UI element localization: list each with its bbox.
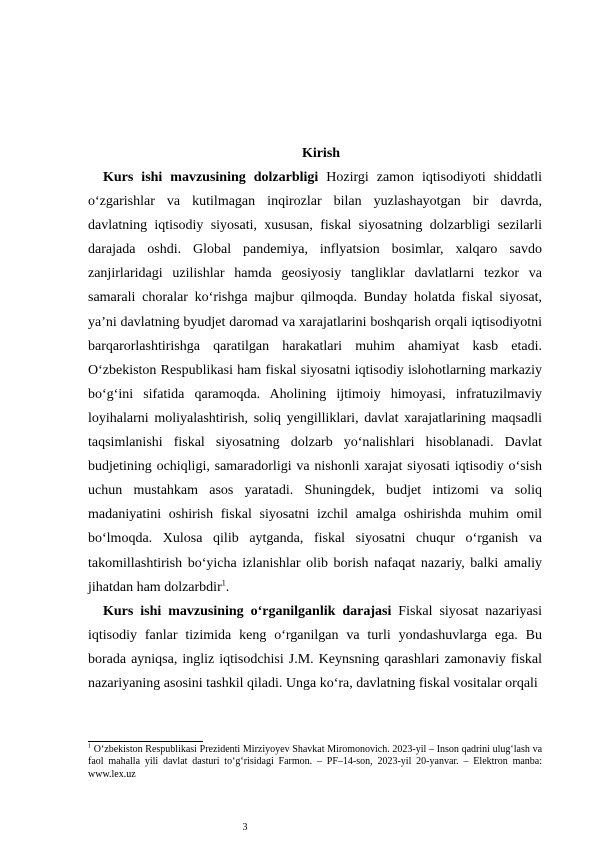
footnote-reference[interactable]: 1 (221, 577, 226, 587)
paragraph-relevance (88, 166, 542, 600)
paragraph-text-study-level: Fiskal siyosat nazariyasi iqtisodiy fanlar tizimida keng o‘rganilgan va turli yondashuvlarga ega. Bu borada ayniqsa, ingliz iqtisodchisi J.M. Keynsning qarashlari zamonaviy fiskal nazariyaning asosini tashkil qiladi. Unga ko‘ra, davlatning fiskal vositalar orqali (88, 603, 543, 691)
paragraph-trailing: . (225, 579, 230, 595)
footnote (88, 744, 542, 781)
paragraph-lead-relevance: Kurs ishi mavzusining dolzarbligi (103, 170, 319, 185)
footnote-divider (88, 741, 203, 742)
section-heading: Kirish (301, 146, 341, 161)
body-text (88, 166, 542, 696)
paragraph-text-relevance: Hozirgi zamon iqtisodiyoti shiddatli o‘zgarishlar va kutilmagan inqirozlar bilan yuzlashayotgan bir davrda, davlatning iqtisodiy siyosati, xususan, fiskal siyosatning dolzarbligi sezilarli darajada oshdi. Global pandemiya, inflyatsion bosimlar, xalqaro savdo zanjirlaridagi uzilishlar hamda geosiyosiy tangliklar davlatlarni tezkor va samarali choralar ko‘rishga majbur qilmoqda. Bunday holatda fiskal siyosat, ya’ni davlatning byudjet daromad va xarajatlarini boshqarish orqali iqtisodiyotni barqarorlashtirishga qaratilgan harakatlari muhim ahamiyat kasb etadi. O‘zbekiston Respublikasi ham fiskal siyosatni iqtisodiy islohotlarning markaziy bo‘g‘ini sifatida qaramoqda. Aholining ijtimoiy himoyasi, infratuzilmaviy loyihalarni moliyalashtirish, soliq yengilliklari, davlat xarajatlarining maqsadli taqsimlanishi fiskal siyosatning dolzarb yo‘nalishlari hisoblanadi. Davlat budjetining ochiqligi, samaradorligi va nishonli xarajat siyosati iqtisodiy o‘sish uchun mustahkam asos yaratadi. Shuningdek, budjet intizomi va soliq madaniyatini oshirish fiskal siyosatni izchil amalga oshirishda muhim omil bo‘lmoqda. Xulosa qilib aytganda, fiskal siyosatni chuqur o‘rganish va takomillashtirish bo‘yicha izlanishlar olib borish nafaqat nazariy, balki amaliy jihatdan ham dolzarbdir (88, 170, 542, 595)
page-number: 3 (242, 822, 248, 833)
paragraph-lead-study-level: Kurs ishi mavzusining o‘rganilganlik darajasi (103, 603, 392, 619)
footnote-mark: 1 (88, 743, 91, 750)
footnote-text: O‘zbekiston Respublikasi Prezidenti Mirziyoyev Shavkat Miromonovich. 2023-yil – Inson qadrini ulug‘lash va faol mahalla yili davlat dasturi to‘g‘risidagi Farmon. – PF–14-son, 2023-yil 20-yanvar. – Elektron manba: www.lex.uz (88, 744, 543, 780)
paragraph-study-level (88, 600, 542, 696)
